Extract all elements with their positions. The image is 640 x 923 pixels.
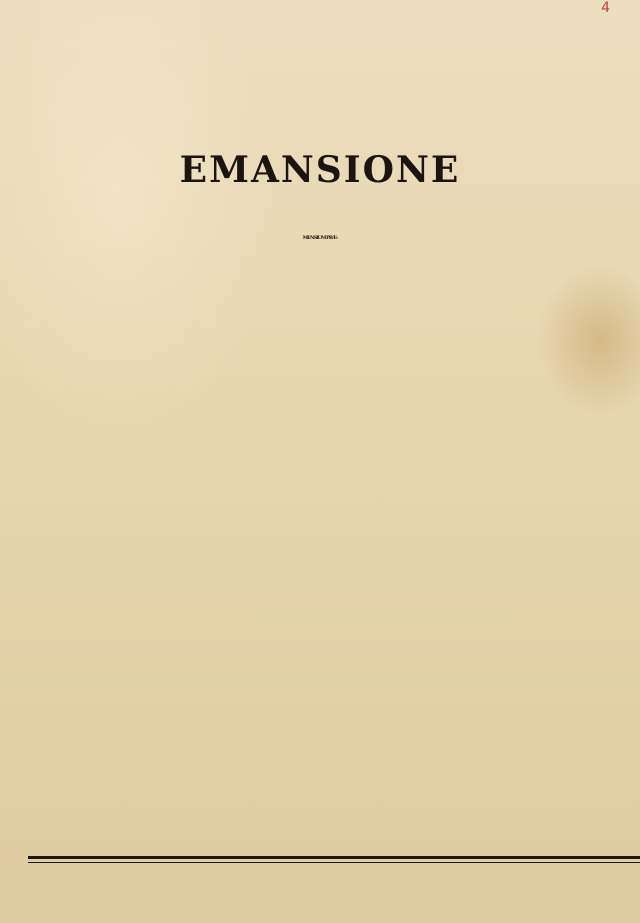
main-title-emansione: EMANSIONE [179, 149, 461, 191]
imprint-rule-thin [28, 862, 640, 863]
folio-mark: 4 [601, 0, 610, 16]
main-title-mensium: MENSIUM PRÆ- [302, 235, 338, 241]
imprint-rule [28, 856, 640, 859]
